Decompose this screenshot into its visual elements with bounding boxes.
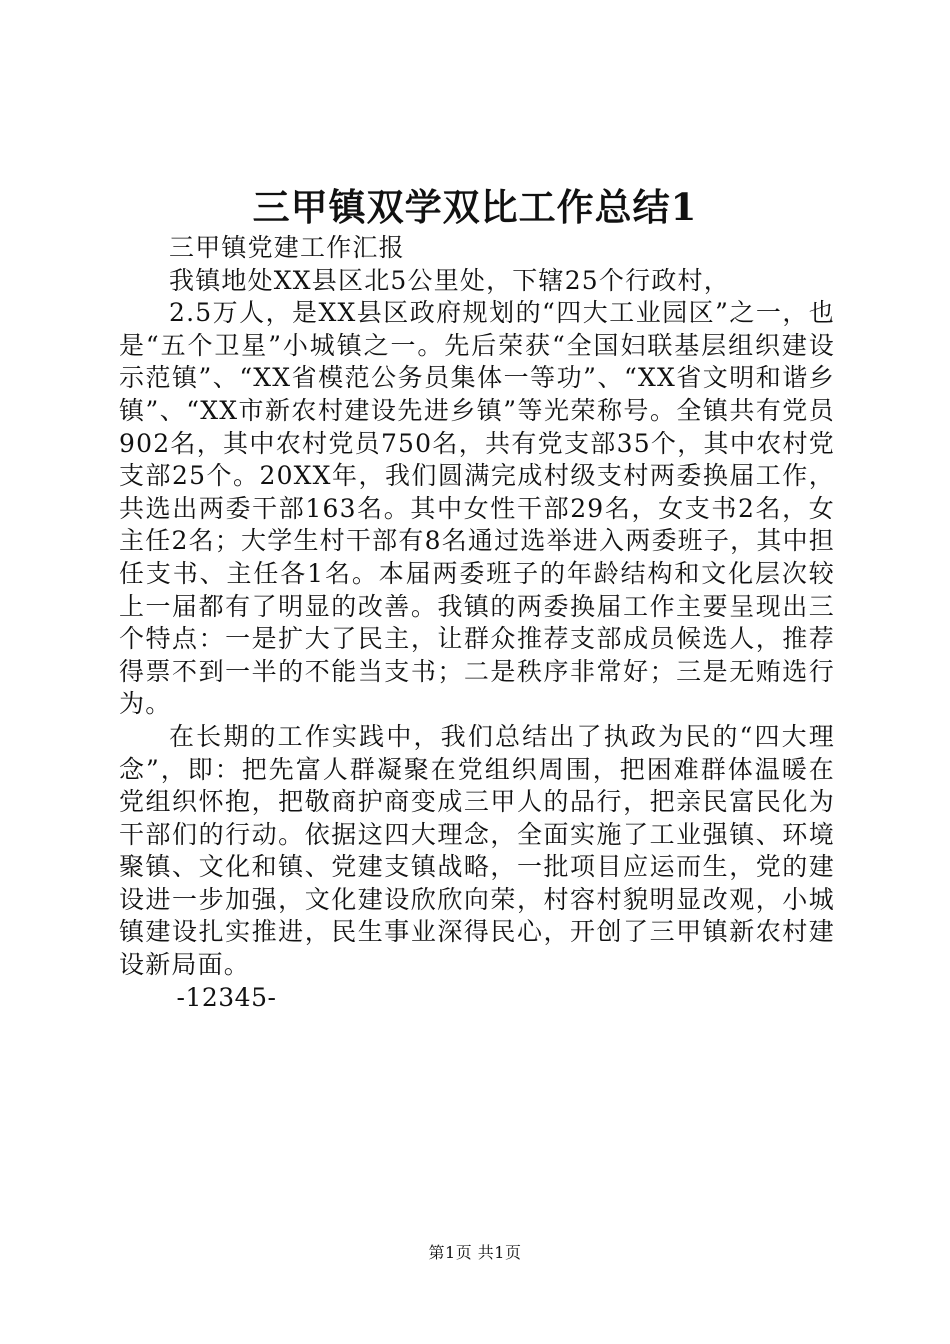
- page-footer: 第1页 共1页: [428, 1243, 522, 1262]
- paragraph: 2.5万人，是XX县区政府规划的“四大工业园区”之一，也是“五个卫星”小城镇之一。先后荣获“全国妇联基层组织建设示范镇”、“XX省模范公务员集体一等功”、“XX省文明和谐乡镇”、“XX市新农村建设先进乡镇”等光荣称号。全镇共有党员902名，其中农村党员750名，共有党支部35个，其中农村党支部25个。20XX年，我们圆满完成村级支村两委换届工作，共选出两委干部163名。其中女性干部29名，女支书2名，女主任2名；大学生村干部有8名通过选举进入两委班子，其中担任支书、主任各1名。本届两委班子的年龄结构和文化层次较上一届都有了明显的改善。我镇的两委换届工作主要呈现出三个特点：一是扩大了民主，让群众推荐支部成员候选人，推荐得票不到一半的不能当支书；二是秩序非常好；三是无贿选行为。: [119, 298, 835, 719]
- document-title: 三甲镇双学双比工作总结1: [252, 185, 698, 229]
- page-marker: -12345-: [176, 982, 277, 1012]
- paragraph: 在长期的工作实践中，我们总结出了执政为民的“四大理念”，即：把先富人群凝聚在党组织周围，把困难群体温暖在党组织怀抱，把敬商护商变成三甲人的品行，把亲民富民化为干部们的行动。依据这四大理念，全面实施了工业强镇、环境聚镇、文化和镇、党建支镇战略，一批项目应运而生，党的建设进一步加强，文化建设欣欣向荣，村容村貌明显改观，小城镇建设扎实推进，民生事业深得民心，开创了三甲镇新农村建设新局面。: [119, 721, 835, 980]
- subheading: 三甲镇党建工作汇报: [169, 233, 405, 262]
- paragraph: 我镇地处XX县区北5公里处，下辖25个行政村，: [169, 265, 730, 295]
- document-body: [119, 232, 835, 1014]
